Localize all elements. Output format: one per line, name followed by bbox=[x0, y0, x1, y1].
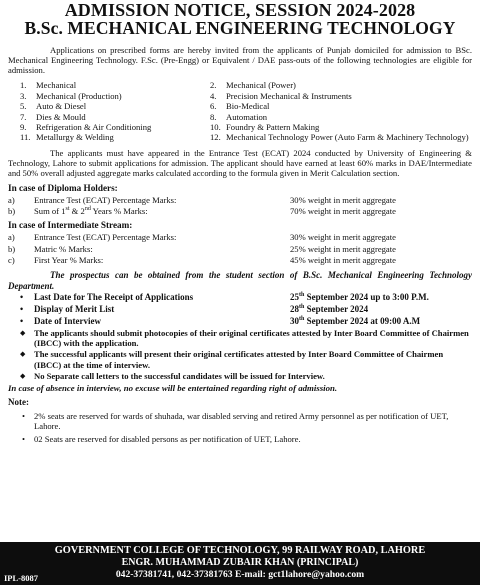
row-label: b) bbox=[8, 206, 16, 217]
row-weight: 25% weight in merit aggregate bbox=[290, 243, 396, 254]
technology-name: Bio-Medical bbox=[226, 101, 270, 112]
technology-name: Mechanical Technology Power (Auto Farm & Machinery Technology) bbox=[226, 132, 469, 143]
technology-item bbox=[20, 91, 210, 101]
date-value: 25th September 2024 up to 3:00 P.M. bbox=[290, 292, 429, 303]
date-row bbox=[8, 304, 472, 315]
row-label: b) bbox=[8, 243, 16, 254]
instruction-bullet bbox=[8, 328, 472, 349]
technology-item bbox=[20, 112, 210, 122]
principal-name: ENGR. MUHAMMAD ZUBAIR KHAN (PRINCIPAL) bbox=[121, 557, 359, 568]
technology-number: 2. bbox=[210, 80, 217, 91]
technology-item bbox=[20, 122, 210, 132]
technology-list bbox=[20, 80, 472, 142]
row-label: a) bbox=[8, 232, 15, 243]
row-weight: 30% weight in merit aggregate bbox=[290, 232, 396, 243]
technology-item bbox=[210, 122, 472, 132]
row-text: Matric % Marks: bbox=[34, 243, 93, 254]
row-text: Entrance Test (ECAT) Percentage Marks: bbox=[34, 232, 177, 243]
technology-item bbox=[20, 80, 210, 90]
technology-name: Dies & Mould bbox=[36, 111, 86, 122]
row-weight: 70% weight in merit aggregate bbox=[290, 206, 396, 217]
date-label: Date of Interview bbox=[34, 315, 101, 326]
technology-item bbox=[210, 112, 472, 122]
technology-number: 8. bbox=[210, 111, 217, 122]
intermediate-heading: In case of Intermediate Stream: bbox=[8, 220, 133, 231]
technology-item bbox=[210, 80, 472, 90]
bullet-icon: • bbox=[20, 315, 24, 326]
technology-name: Automation bbox=[226, 111, 268, 122]
technology-name: Refrigeration & Air Conditioning bbox=[36, 122, 152, 133]
technology-number: 9. bbox=[20, 122, 27, 133]
notice-subtitle: B.Sc. MECHANICAL ENGINEERING TECHNOLOGY bbox=[24, 18, 456, 38]
technology-number: 7. bbox=[20, 111, 27, 122]
absence-warning: In case of absence in interview, no excuse will be entertained regarding right of admission. bbox=[8, 383, 338, 394]
technology-number: 10. bbox=[210, 122, 221, 133]
intermediate-row bbox=[8, 244, 472, 254]
date-value: 28th September 2024 bbox=[290, 304, 369, 315]
technology-number: 12. bbox=[210, 132, 221, 143]
date-row bbox=[8, 316, 472, 327]
footer-band bbox=[0, 544, 480, 585]
note-text: 2% seats are reserved for wards of shuhada, war disabled serving and retired Army personnel as per notification of UET, Lahore. bbox=[34, 410, 449, 432]
diamond-bullet-icon: ◆ bbox=[20, 371, 26, 380]
technology-number: 11. bbox=[20, 132, 31, 143]
technology-number: 5. bbox=[20, 101, 27, 112]
instruction-text: No Separate call letters to the successful candidates will be issued for Interview. bbox=[34, 370, 325, 381]
note-heading: Note: bbox=[8, 396, 29, 407]
technology-name: Mechanical (Power) bbox=[226, 80, 296, 91]
instruction-text: The applicants should submit photocopies of their original certificates attested by Inter Board Committee of Chairmen (IBCC) with the application. bbox=[34, 327, 469, 349]
ecat-paragraph: The applicants must have appeared in the Entrance Test (ECAT) 2024 conducted by University of Engineering & Technology, Lahore to submit applications for admission. The applicant should have earned at least 60% marks in DAE/Intermediate and 50% overall adjusted aggregate marks calculated according to the formula given in Merit Calculation section. bbox=[8, 147, 472, 179]
instruction-text: The successful applicants will present their original certificates attested by Inter Board Committee of Chairmen (IBCC) at the time of interview. bbox=[34, 349, 444, 370]
technology-name: Mechanical (Production) bbox=[36, 90, 122, 101]
note-item bbox=[8, 411, 472, 432]
intermediate-row bbox=[8, 232, 472, 242]
note-text: 02 Seats are reserved for disabled persons as per notification of UET, Lahore. bbox=[34, 434, 301, 445]
instruction-bullet bbox=[8, 349, 472, 370]
technology-item bbox=[20, 132, 210, 142]
technology-name: Foundry & Pattern Making bbox=[226, 122, 320, 133]
bullet-icon: • bbox=[22, 410, 26, 421]
technology-number: 4. bbox=[210, 90, 217, 101]
row-text: Entrance Test (ECAT) Percentage Marks: bbox=[34, 194, 177, 205]
date-label: Display of Merit List bbox=[34, 304, 115, 315]
diamond-bullet-icon: ◆ bbox=[20, 350, 26, 359]
row-weight: 45% weight in merit aggregate bbox=[290, 254, 396, 265]
technology-number: 6. bbox=[210, 101, 217, 112]
bullet-icon: • bbox=[20, 304, 24, 315]
prospectus-note: The prospectus can be obtained from the student section of B.Sc. Mechanical Engineering Technology Department. bbox=[8, 270, 472, 291]
diploma-heading: In case of Diploma Holders: bbox=[8, 182, 118, 193]
technology-name: Precision Mechanical & Instruments bbox=[226, 90, 352, 101]
technology-name: Metallurgy & Welding bbox=[36, 132, 114, 143]
technology-item bbox=[210, 91, 472, 101]
note-item bbox=[8, 434, 472, 444]
row-weight: 30% weight in merit aggregate bbox=[290, 194, 396, 205]
technology-name: Auto & Diesel bbox=[36, 101, 87, 112]
diploma-row bbox=[8, 206, 472, 216]
row-label: a) bbox=[8, 194, 15, 205]
intermediate-row bbox=[8, 255, 472, 265]
diamond-bullet-icon: ◆ bbox=[20, 328, 26, 337]
technology-name: Mechanical bbox=[36, 80, 77, 91]
date-value: 30th September 2024 at 09:00 A.M bbox=[290, 315, 421, 326]
date-label: Last Date for The Receipt of Applications bbox=[34, 292, 194, 303]
instruction-bullet bbox=[8, 371, 472, 381]
bullet-icon: • bbox=[20, 292, 24, 303]
diploma-row bbox=[8, 195, 472, 205]
bullet-icon: • bbox=[22, 434, 26, 445]
technology-item bbox=[20, 101, 210, 111]
technology-number: 1. bbox=[20, 80, 27, 91]
notice-title: ADMISSION NOTICE, SESSION 2024-2028 bbox=[64, 0, 416, 20]
intro-paragraph: Applications on prescribed forms are hereby invited from the applicants of Punjab domiciled for admission to BSc. Mechanical Engineering Technology. F.Sc. (Pre-Engg) or Equivalent / DAE pass-outs of the following technologies are eligible for admission. bbox=[8, 44, 472, 76]
technology-number: 3. bbox=[20, 90, 27, 101]
technology-item bbox=[210, 101, 472, 111]
college-address: GOVERNMENT COLLEGE OF TECHNOLOGY, 99 RAILWAY ROAD, LAHORE bbox=[54, 545, 426, 556]
technology-item bbox=[210, 132, 472, 142]
contact-info: 042-37381741, 042-37381763 E-mail: gct1lahore@yahoo.com bbox=[115, 569, 365, 580]
date-row bbox=[8, 292, 472, 303]
row-text: First Year % Marks: bbox=[34, 254, 104, 265]
ipl-code: IPL-8087 bbox=[4, 573, 38, 583]
row-text: Sum of 1st & 2nd Years % Marks: bbox=[34, 206, 148, 217]
row-label: c) bbox=[8, 254, 15, 265]
